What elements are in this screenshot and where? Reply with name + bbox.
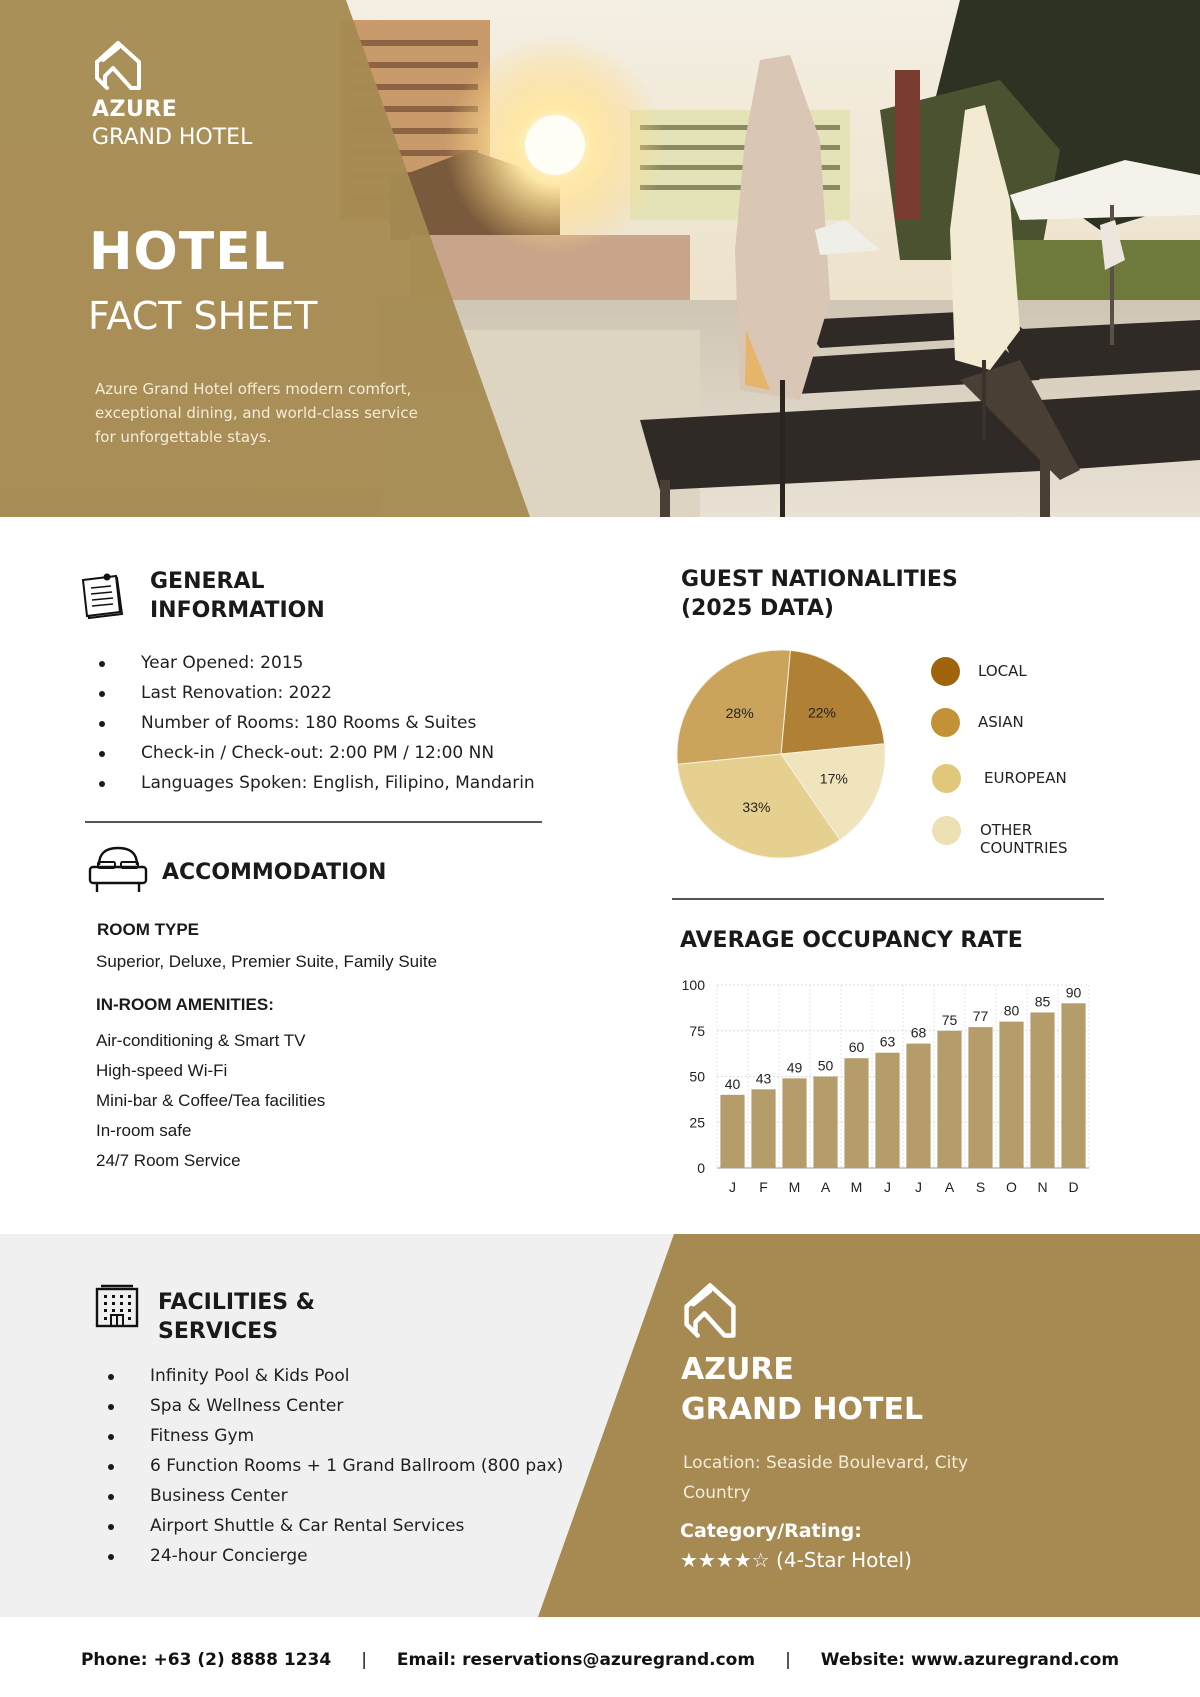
x-tick-label: J	[915, 1179, 922, 1195]
footer-phone: Phone: +63 (2) 8888 1234	[80, 1650, 332, 1670]
list-item: Infinity Pool & Kids Pool	[105, 1361, 563, 1391]
bar-value-label: 80	[1003, 1002, 1020, 1019]
bar-value-label: 40	[724, 1075, 741, 1092]
legend-label-text: OTHER	[980, 821, 1033, 839]
legend-swatch	[931, 708, 960, 737]
list-item: 24/7 Room Service	[96, 1151, 241, 1170]
bar-d-11	[1061, 1003, 1085, 1168]
pie-slice-local	[781, 650, 884, 754]
footer-separator: |	[361, 1650, 367, 1670]
legend-label-text: COUNTRIES	[980, 839, 1068, 857]
x-tick-label: A	[820, 1179, 831, 1195]
bar-value-label: 77	[972, 1008, 989, 1025]
facilities-heading-line1: FACILITIES &	[158, 1290, 315, 1315]
legend-item-other-countries	[932, 816, 1068, 857]
rating-text: (4-Star Hotel)	[776, 1548, 912, 1572]
pie-chart-title	[681, 565, 958, 623]
section-divider	[85, 821, 542, 823]
list-item: Languages Spoken: English, Filipino, Mandarin	[96, 768, 535, 798]
legend-item-european	[932, 764, 1067, 793]
bar-value-label: 75	[941, 1011, 958, 1028]
pie-title-line2: (2025 DATA)	[681, 596, 834, 621]
x-tick-label: J	[729, 1179, 736, 1195]
list-item: Air-conditioning & Smart TV	[96, 1031, 306, 1050]
bar-value-label: 85	[1034, 993, 1051, 1010]
bar-value-label: 63	[879, 1033, 896, 1050]
brand-name-line2: GRAND HOTEL	[92, 125, 253, 150]
hero-description: Azure Grand Hotel offers modern comfort, exceptional dining, and world-class service for unforgettable stays.	[95, 380, 418, 446]
document-icon	[80, 570, 130, 620]
bed-icon	[87, 845, 149, 895]
general-info-heading-line1: GENERAL	[150, 569, 265, 594]
bar-j-6	[906, 1044, 930, 1168]
footer-separator: |	[785, 1650, 791, 1670]
hero-title: HOTEL	[89, 222, 286, 282]
hotel-logo-icon	[93, 40, 143, 92]
hotel-logo-icon	[682, 1282, 738, 1340]
legend-label	[978, 713, 1024, 731]
y-tick-label: 0	[697, 1160, 705, 1176]
y-tick-label: 100	[681, 977, 705, 993]
x-tick-label: F	[759, 1179, 768, 1195]
legend-label-text: ASIAN	[978, 713, 1024, 731]
bar-n-10	[1030, 1012, 1054, 1168]
x-tick-label: M	[788, 1179, 801, 1195]
guest-nationalities-pie-chart	[676, 648, 896, 868]
legend-label-text: LOCAL	[978, 662, 1027, 680]
bar-j-5	[875, 1053, 899, 1168]
pie-slice-label: 33%	[742, 798, 771, 815]
general-info-heading	[150, 567, 325, 625]
bar-value-label: 50	[817, 1057, 834, 1074]
room-type-label: ROOM TYPE	[97, 920, 200, 939]
legend-item-asian	[931, 708, 1024, 737]
star-rating	[680, 1548, 912, 1572]
bar-value-label: 68	[910, 1024, 927, 1041]
footer-email: Email: reservations@azuregrand.com	[396, 1650, 756, 1670]
pie-slice-label: 28%	[725, 704, 754, 721]
summary-hotel-name	[681, 1350, 923, 1430]
list-item: In-room safe	[96, 1121, 192, 1140]
brand-name-line1: AZURE	[92, 97, 178, 122]
x-tick-label: M	[850, 1179, 863, 1195]
building-icon	[95, 1284, 139, 1328]
facilities-heading-line2: SERVICES	[158, 1319, 279, 1344]
summary-name-line2: GRAND HOTEL	[681, 1392, 924, 1427]
summary-name-line1: AZURE	[681, 1352, 794, 1387]
occupancy-bar-chart	[665, 965, 1105, 1205]
y-tick-label: 50	[689, 1068, 705, 1085]
bar-chart-title: AVERAGE OCCUPANCY RATE	[680, 928, 1023, 953]
facilities-heading	[158, 1288, 315, 1346]
rating-stars: ★★★★☆	[680, 1548, 770, 1572]
category-label: Category/Rating:	[680, 1520, 862, 1542]
legend-swatch	[932, 816, 961, 845]
list-item: 6 Function Rooms + 1 Grand Ballroom (800 pax)	[105, 1451, 563, 1481]
bar-m-4	[844, 1058, 868, 1168]
y-tick-label: 75	[689, 1022, 705, 1039]
y-tick-label: 25	[689, 1114, 705, 1131]
pie-title-line1: GUEST NATIONALITIES	[681, 567, 958, 592]
hero-banner	[0, 0, 1200, 517]
general-info-list	[96, 648, 535, 798]
bar-j-0	[720, 1095, 744, 1168]
list-item: Spa & Wellness Center	[105, 1391, 563, 1421]
bar-a-7	[937, 1031, 961, 1168]
bar-m-2	[782, 1078, 806, 1168]
hotel-location: Location: Seaside Boulevard, City Country	[683, 1453, 969, 1503]
accommodation-heading: ACCOMMODATION	[162, 860, 387, 885]
section-divider	[672, 898, 1104, 900]
list-item: Airport Shuttle & Car Rental Services	[105, 1511, 563, 1541]
x-tick-label: N	[1037, 1179, 1048, 1195]
x-tick-label: S	[975, 1179, 986, 1195]
room-types: Superior, Deluxe, Premier Suite, Family Suite	[96, 952, 438, 971]
footer-website: Website: www.azuregrand.com	[820, 1650, 1120, 1670]
x-tick-label: O	[1006, 1179, 1017, 1195]
x-tick-label: D	[1068, 1179, 1079, 1195]
bar-a-3	[813, 1077, 837, 1169]
legend-label	[980, 821, 1068, 857]
bar-f-1	[751, 1089, 775, 1168]
legend-label-text: EUROPEAN	[984, 769, 1067, 787]
facilities-list	[105, 1361, 563, 1571]
amenities-list	[96, 1026, 325, 1176]
legend-swatch	[932, 764, 961, 793]
legend-label	[978, 662, 1027, 680]
bar-value-label: 60	[848, 1039, 865, 1056]
bar-value-label: 43	[755, 1070, 772, 1087]
contact-footer	[0, 1645, 1200, 1675]
bar-value-label: 90	[1065, 984, 1082, 1001]
list-item: 24-hour Concierge	[105, 1541, 563, 1571]
list-item: Last Renovation: 2022	[96, 678, 535, 708]
bar-o-9	[999, 1022, 1023, 1168]
list-item: Check-in / Check-out: 2:00 PM / 12:00 NN	[96, 738, 535, 768]
list-item: Business Center	[105, 1481, 563, 1511]
pie-slice-label: 22%	[807, 704, 837, 721]
bar-s-8	[968, 1027, 992, 1168]
legend-label	[984, 769, 1067, 787]
pie-slice-label: 17%	[819, 770, 848, 787]
list-item: Fitness Gym	[105, 1421, 563, 1451]
list-item: Mini-bar & Coffee/Tea facilities	[96, 1091, 326, 1110]
list-item: Year Opened: 2015	[96, 648, 535, 678]
list-item: High-speed Wi-Fi	[96, 1061, 228, 1080]
general-info-heading-line2: INFORMATION	[150, 598, 325, 623]
x-tick-label: A	[944, 1179, 955, 1195]
x-tick-label: J	[884, 1179, 891, 1195]
amenities-label: IN-ROOM AMENITIES:	[96, 995, 274, 1014]
hero-subtitle: FACT SHEET	[88, 294, 318, 338]
bar-value-label: 49	[786, 1059, 803, 1076]
legend-swatch	[931, 657, 960, 686]
list-item: Number of Rooms: 180 Rooms & Suites	[96, 708, 535, 738]
legend-item-local	[931, 657, 1027, 686]
